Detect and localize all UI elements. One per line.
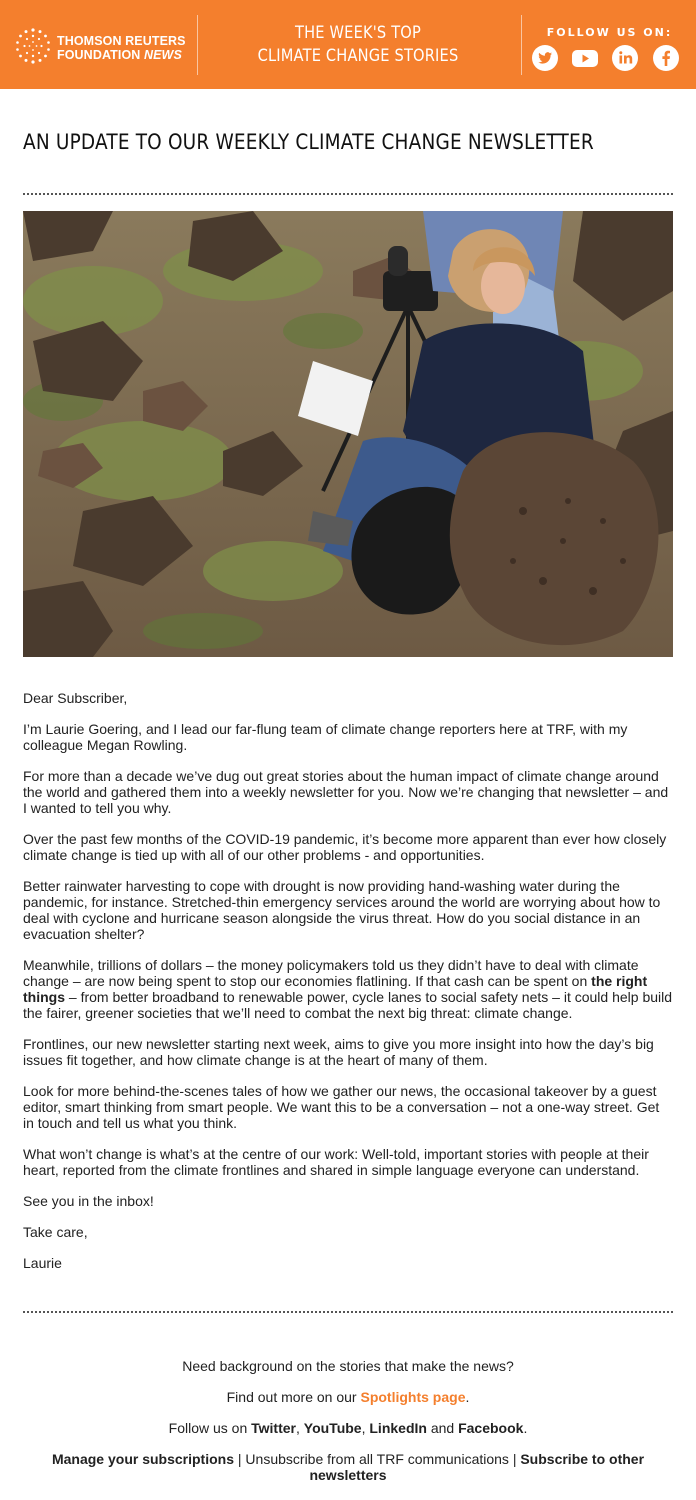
header-title-line2: CLIMATE CHANGE STORIES — [257, 46, 459, 66]
paragraph-6: Frontlines, our new newsletter starting next week, aims to give you more insight into how the day’s big issues fit together, and how climate change is at the heart of many of them. — [23, 1036, 654, 1068]
follow-us-label: FOLLOW US ON: — [546, 26, 673, 39]
footer-period-2: . — [523, 1420, 528, 1436]
signature: Laurie — [23, 1255, 62, 1271]
paragraph-8: What won’t change is what’s at the centre of our work: Well-told, important stories with people at their heart, reported from the climate frontlines and shared in simple language everyone can understand. — [23, 1146, 649, 1178]
greeting: Dear Subscriber, — [23, 690, 128, 706]
paragraph-7: Look for more behind-the-scenes tales of how we gather our news, the occasional takeover by a guest editor, smart thinking from smart people. We want this to be a conversation – not a one-way street. Get in touch and tell us what you think. — [23, 1083, 660, 1131]
facebook-icon[interactable] — [653, 45, 679, 71]
dotted-divider-bottom — [23, 1311, 673, 1313]
footer-spotlights-line — [23, 1389, 673, 1405]
footer-period-1: . — [465, 1389, 470, 1405]
trf-logo-icon — [14, 27, 52, 65]
linkedin-link[interactable]: LinkedIn — [369, 1420, 427, 1436]
header-bar — [0, 0, 696, 89]
logo-text-line1: THOMSON REUTERS — [57, 34, 186, 48]
twitter-icon[interactable] — [532, 45, 558, 71]
facebook-link[interactable]: Facebook — [458, 1420, 524, 1436]
footer-follow-line — [23, 1420, 673, 1436]
the-right-things-text: the right things — [23, 973, 648, 1005]
footer — [23, 1358, 673, 1498]
footer-comma-1: , — [296, 1420, 304, 1436]
letter-body — [23, 690, 673, 1286]
header-title-line1: THE WEEK'S TOP — [295, 23, 421, 43]
footer-subscription-line — [23, 1451, 673, 1483]
logo-text-line2 — [57, 48, 182, 62]
paragraph-5 — [23, 957, 673, 1021]
trf-news-logo[interactable] — [14, 26, 189, 66]
hero-photo — [23, 211, 673, 657]
paragraph-5-end: – from better broadband to renewable power, cycle lanes to social safety nets – it could help build the fairer, greener societies that we’ll need to combat the next big threat: climate change. — [23, 989, 673, 1021]
subscribe-other-newsletters-link[interactable]: Subscribe to other newsletters — [309, 1451, 645, 1483]
header-title — [231, 22, 486, 68]
signoff: Take care, — [23, 1224, 88, 1240]
paragraph-2: For more than a decade we’ve dug out great stories about the human impact of climate change around the world and gathered them into a weekly newsletter for you. Now we’re changing that newsletter – and I wanted to tell you why. — [23, 768, 669, 816]
unsubscribe-all-text[interactable]: | Unsubscribe from all TRF communications | — [234, 1451, 521, 1467]
twitter-link[interactable]: Twitter — [251, 1420, 296, 1436]
dotted-divider-top — [23, 193, 673, 195]
paragraph-1: I’m Laurie Goering, and I lead our far-flung team of climate change reporters here at TRF, with my colleague Megan Rowling. — [23, 721, 628, 753]
header-divider-left — [197, 15, 198, 75]
paragraph-5-start: Meanwhile, trillions of dollars – the money policymakers told us they didn’t have to deal with climate change – are now being spent to stop our economies flatlining. If that cash can be spent on — [23, 957, 639, 989]
paragraph-9: See you in the inbox! — [23, 1193, 154, 1209]
youtube-link[interactable]: YouTube — [303, 1420, 362, 1436]
page-title: AN UPDATE TO OUR WEEKLY CLIMATE CHANGE NEWSLETTER — [23, 130, 594, 154]
header-divider-right — [521, 15, 522, 75]
footer-find-out-text: Find out more on our — [226, 1389, 361, 1405]
logo-foundation-text: FOUNDATION — [57, 48, 141, 62]
footer-and-text: and — [426, 1420, 459, 1436]
paragraph-4: Better rainwater harvesting to cope with drought is now providing hand-washing water during the pandemic, for instance. Stretched-thin emergency services around the world are worrying about how to deal with cyclone and hurricane season alongside the virus threat. How do you social distance in an evacuation shelter? — [23, 878, 661, 942]
paragraph-3: Over the past few months of the COVID-19 pandemic, it’s become more apparent than ever how closely climate change is tied up with all of our other problems - and opportunities. — [23, 831, 667, 863]
logo-news-text: NEWS — [143, 48, 182, 62]
footer-background-text: Need background on the stories that make the news? — [182, 1358, 514, 1374]
footer-comma-2: , — [361, 1420, 370, 1436]
footer-follow-text: Follow us on — [168, 1420, 252, 1436]
linkedin-icon[interactable] — [612, 45, 638, 71]
spotlights-page-link[interactable]: Spotlights page — [360, 1389, 466, 1405]
youtube-icon[interactable] — [571, 45, 599, 71]
manage-subscriptions-link[interactable]: Manage your subscriptions — [51, 1451, 235, 1467]
